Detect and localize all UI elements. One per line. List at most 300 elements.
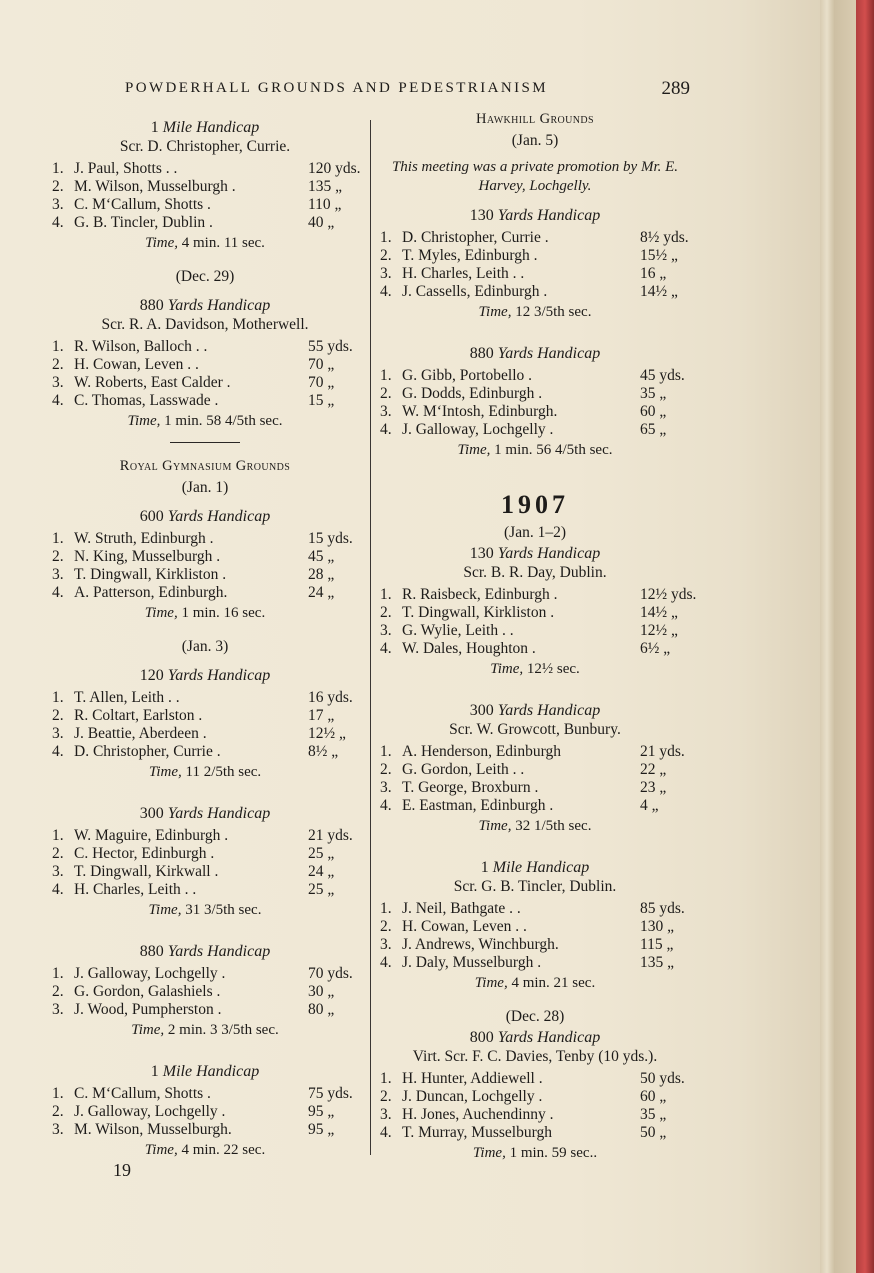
runner-name: J. Paul, Shotts . . — [74, 160, 178, 177]
event-distance: 880 — [139, 943, 164, 960]
handicap-start: 23 „ — [640, 779, 667, 796]
place: 1. — [52, 530, 64, 547]
meeting-date: (Jan. 1–2) — [504, 524, 566, 541]
winning-time — [52, 763, 358, 782]
place: 4. — [52, 881, 64, 898]
place: 1. — [52, 827, 64, 844]
result-row — [52, 160, 361, 178]
time-value: 4 min. 11 sec. — [181, 235, 265, 251]
scratch-line: Virt. Scr. F. C. Davies, Tenby (10 yds.). — [412, 1048, 658, 1065]
event-distance: 1 — [150, 119, 159, 136]
runner-name: H. Cowan, Leven . . — [402, 918, 527, 935]
result-row — [380, 779, 690, 797]
running-title: POWDERHALL GROUNDS AND PEDESTRIANISM — [125, 80, 548, 96]
runner-name: J. Galloway, Lochgelly . — [402, 421, 554, 438]
result-list — [52, 689, 358, 761]
handicap-start: 40 „ — [308, 214, 335, 231]
time-label: Time, — [148, 902, 182, 918]
winning-time — [380, 660, 690, 679]
section-divider — [170, 442, 240, 443]
result-row — [52, 965, 358, 983]
winning-time — [52, 234, 358, 253]
place: 4. — [380, 640, 392, 657]
handicap-start: 95 „ — [308, 1121, 335, 1138]
handicap-start: 12½ „ — [640, 622, 678, 639]
result-row — [52, 530, 358, 548]
event-kind: Yards Handicap — [497, 702, 601, 719]
time-value: 31 3/5th sec. — [185, 902, 262, 918]
result-row — [380, 1088, 690, 1106]
runner-name: H. Charles, Leith . . — [402, 265, 525, 282]
handicap-start: 135 „ — [640, 954, 675, 971]
winning-time — [52, 412, 358, 431]
runner-name: R. Wilson, Balloch . . — [74, 338, 208, 355]
result-list — [380, 586, 697, 658]
result-row — [52, 881, 358, 899]
place: 4. — [380, 421, 392, 438]
result-row — [380, 954, 690, 972]
runner-name: D. Christopher, Currie . — [402, 229, 549, 246]
runner-name: G. Gordon, Galashiels . — [74, 983, 221, 1000]
place: 4. — [52, 214, 64, 231]
handicap-start: 55 yds. — [308, 338, 353, 355]
result-list — [52, 1085, 358, 1139]
event-kind: Mile Handicap — [492, 859, 590, 876]
result-row — [380, 403, 690, 421]
result-row — [380, 936, 690, 954]
runner-name: T. Dingwall, Kirkliston . — [74, 566, 227, 583]
runner-name: A. Henderson, Edinburgh — [402, 743, 561, 760]
runner-name: H. Charles, Leith . . — [74, 881, 197, 898]
time-label: Time, — [478, 304, 512, 320]
result-row — [52, 566, 358, 584]
event-title — [52, 507, 358, 526]
handicap-start: 65 „ — [640, 421, 667, 438]
time-label: Time, — [144, 1142, 178, 1158]
meeting-date: (Jan. 1) — [181, 479, 229, 496]
result-list — [380, 229, 690, 301]
event-title — [380, 544, 690, 563]
handicap-start: 25 „ — [308, 845, 335, 862]
result-row — [52, 338, 358, 356]
runner-name: G. B. Tincler, Dublin . — [74, 214, 213, 231]
place: 2. — [380, 918, 392, 935]
result-row — [380, 385, 690, 403]
handicap-start: 6½ „ — [640, 640, 671, 657]
handicap-start: 14½ „ — [640, 283, 678, 300]
book-cover-edge — [856, 0, 874, 1273]
runner-name: M. Wilson, Musselburgh. — [74, 1121, 232, 1138]
place: 3. — [52, 863, 64, 880]
handicap-start: 14½ „ — [640, 604, 678, 621]
runner-name: T. Dingwall, Kirkwall . — [74, 863, 219, 880]
event-kind: Yards Handicap — [497, 1029, 601, 1046]
event-title — [380, 701, 690, 720]
place: 2. — [52, 548, 64, 565]
result-row — [380, 918, 690, 936]
runner-name: J. Galloway, Lochgelly . — [74, 965, 226, 982]
event-title — [52, 804, 358, 823]
venue-heading: Hawkhill Grounds — [476, 111, 594, 127]
handicap-start: 75 yds. — [308, 1085, 353, 1102]
event-title — [52, 1062, 358, 1081]
runner-name: G. Gibb, Portobello . — [402, 367, 533, 384]
place: 3. — [52, 725, 64, 742]
event-distance: 600 — [139, 508, 164, 525]
meeting-date: (Jan. 3) — [181, 638, 229, 655]
result-row — [52, 707, 358, 725]
runner-name: W. Roberts, East Calder . — [74, 374, 231, 391]
result-row — [52, 214, 358, 232]
handicap-start: 28 „ — [308, 566, 335, 583]
handicap-start: 4 „ — [640, 797, 659, 814]
event-distance: 300 — [469, 702, 494, 719]
result-row — [52, 725, 358, 743]
time-label: Time, — [131, 1022, 165, 1038]
event-title — [52, 296, 358, 315]
meeting-date: (Dec. 28) — [505, 1008, 565, 1025]
place: 1. — [380, 229, 392, 246]
handicap-start: 22 „ — [640, 761, 667, 778]
result-row — [52, 374, 358, 392]
place: 4. — [52, 743, 64, 760]
place: 1. — [52, 689, 64, 706]
place: 2. — [380, 1088, 392, 1105]
handicap-start: 70 „ — [308, 374, 335, 391]
place: 3. — [52, 1121, 64, 1138]
time-label: Time, — [148, 764, 182, 780]
result-row — [52, 827, 358, 845]
time-label: Time, — [472, 1145, 506, 1161]
handicap-start: 35 „ — [640, 1106, 667, 1123]
runner-name: T. Allen, Leith . . — [74, 689, 180, 706]
result-row — [380, 283, 690, 301]
event-distance: 800 — [469, 1029, 494, 1046]
result-row — [52, 1121, 358, 1139]
result-row — [52, 983, 358, 1001]
scratch-line: Scr. B. R. Day, Dublin. — [463, 564, 607, 581]
signature-mark: 19 — [113, 1160, 131, 1180]
place: 3. — [52, 374, 64, 391]
winning-time — [52, 901, 358, 920]
place: 3. — [380, 779, 392, 796]
runner-name: C. Thomas, Lasswade . — [74, 392, 219, 409]
event-title — [52, 118, 358, 137]
meeting-date: (Dec. 29) — [175, 268, 235, 285]
place: 3. — [52, 566, 64, 583]
result-row — [52, 584, 358, 602]
result-row — [52, 548, 358, 566]
handicap-start: 24 „ — [308, 584, 335, 601]
winning-time — [52, 604, 358, 623]
winning-time — [380, 974, 690, 993]
event-kind: Yards Handicap — [497, 345, 601, 362]
handicap-start: 8½ yds. — [640, 229, 689, 246]
result-row — [380, 229, 690, 247]
scratch-line: Scr. W. Growcott, Bunbury. — [449, 721, 621, 738]
event-kind: Yards Handicap — [167, 805, 271, 822]
runner-name: H. Hunter, Addiewell . — [402, 1070, 543, 1087]
handicap-start: 8½ „ — [308, 743, 339, 760]
place: 1. — [380, 743, 392, 760]
running-header — [125, 80, 690, 104]
result-row — [52, 1085, 358, 1103]
winning-time — [380, 1144, 690, 1163]
runner-name: J. Andrews, Winchburgh. — [402, 936, 559, 953]
runner-name: T. Murray, Musselburgh — [402, 1124, 552, 1141]
place: 2. — [380, 761, 392, 778]
handicap-start: 17 „ — [308, 707, 335, 724]
result-row — [380, 265, 690, 283]
runner-name: W. Dales, Houghton . — [402, 640, 536, 657]
event-title — [52, 666, 358, 685]
event-distance: 300 — [139, 805, 164, 822]
runner-name: J. Beattie, Aberdeen . — [74, 725, 207, 742]
runner-name: W. Struth, Edinburgh . — [74, 530, 214, 547]
venue-heading: Royal Gymnasium Grounds — [119, 458, 291, 474]
column-rule — [370, 120, 371, 1155]
event-kind: Yards Handicap — [167, 297, 271, 314]
result-row — [52, 1103, 358, 1121]
place: 2. — [52, 707, 64, 724]
time-value: 1 min. 16 sec. — [181, 605, 266, 621]
handicap-start: 30 „ — [308, 983, 335, 1000]
handicap-start: 130 „ — [640, 918, 675, 935]
runner-name: J. Cassells, Edinburgh . — [402, 283, 548, 300]
result-list — [52, 530, 358, 602]
result-list — [52, 160, 361, 232]
runner-name: T. Myles, Edinburgh . — [402, 247, 538, 264]
winning-time — [52, 1021, 358, 1040]
event-title — [380, 858, 690, 877]
place: 1. — [380, 1070, 392, 1087]
handicap-start: 135 „ — [308, 178, 343, 195]
runner-name: C. M‘Callum, Shotts . — [74, 196, 211, 213]
runner-name: A. Patterson, Edinburgh. — [74, 584, 228, 601]
place: 1. — [52, 1085, 64, 1102]
runner-name: J. Galloway, Lochgelly . — [74, 1103, 226, 1120]
event-distance: 130 — [469, 545, 494, 562]
time-label: Time, — [144, 605, 178, 621]
place: 1. — [52, 338, 64, 355]
result-list — [380, 743, 690, 815]
time-value: 32 1/5th sec. — [515, 818, 592, 834]
place: 2. — [380, 604, 392, 621]
page-number: 289 — [661, 78, 690, 99]
handicap-start: 85 yds. — [640, 900, 685, 917]
runner-name: W. Maguire, Edinburgh . — [74, 827, 229, 844]
handicap-start: 21 yds. — [308, 827, 353, 844]
place: 4. — [380, 1124, 392, 1141]
event-title — [380, 344, 690, 363]
runner-name: G. Dodds, Edinburgh . — [402, 385, 543, 402]
meeting-note: This meeting was a private promotion by Mr. E. Harvey, Lochgelly. — [391, 159, 679, 194]
scratch-line: Scr. G. B. Tincler, Dublin. — [453, 878, 617, 895]
runner-name: C. M‘Callum, Shotts . — [74, 1085, 211, 1102]
result-row — [380, 900, 690, 918]
runner-name: G. Gordon, Leith . . — [402, 761, 525, 778]
winning-time — [380, 817, 690, 836]
result-row — [380, 622, 690, 640]
result-row — [380, 367, 690, 385]
time-label: Time, — [474, 975, 508, 991]
time-value: 1 min. 59 sec.. — [509, 1145, 598, 1161]
place: 2. — [52, 983, 64, 1000]
runner-name: T. Dingwall, Kirkliston . — [402, 604, 555, 621]
handicap-start: 60 „ — [640, 1088, 667, 1105]
event-kind: Yards Handicap — [497, 545, 601, 562]
place: 2. — [52, 1103, 64, 1120]
time-value: 12 3/5th sec. — [515, 304, 592, 320]
place: 2. — [52, 178, 64, 195]
place: 3. — [380, 936, 392, 953]
result-row — [380, 761, 690, 779]
place: 1. — [380, 900, 392, 917]
result-row — [52, 196, 358, 214]
event-distance: 120 — [139, 667, 164, 684]
result-row — [380, 586, 697, 604]
runner-name: G. Wylie, Leith . . — [402, 622, 514, 639]
result-row — [380, 640, 690, 658]
place: 2. — [52, 845, 64, 862]
handicap-start: 16 „ — [640, 265, 667, 282]
handicap-start: 15 yds. — [308, 530, 353, 547]
runner-name: D. Christopher, Currie . — [74, 743, 221, 760]
handicap-start: 45 „ — [308, 548, 335, 565]
handicap-start: 25 „ — [308, 881, 335, 898]
runner-name: E. Eastman, Edinburgh . — [402, 797, 554, 814]
scratch-line: Scr. D. Christopher, Currie. — [119, 138, 291, 155]
time-label: Time, — [490, 661, 524, 677]
time-label: Time, — [127, 413, 161, 429]
handicap-start: 35 „ — [640, 385, 667, 402]
time-label: Time, — [478, 818, 512, 834]
runner-name: H. Jones, Auchendinny . — [402, 1106, 554, 1123]
place: 3. — [52, 196, 64, 213]
place: 3. — [52, 1001, 64, 1018]
page-edge — [820, 0, 834, 1273]
event-kind: Yards Handicap — [497, 207, 601, 224]
handicap-start: 60 „ — [640, 403, 667, 420]
place: 2. — [52, 356, 64, 373]
page-edge-stack — [834, 0, 856, 1273]
handicap-start: 16 yds. — [308, 689, 353, 706]
handicap-start: 70 yds. — [308, 965, 353, 982]
handicap-start: 12½ yds. — [640, 586, 697, 603]
runner-name: J. Duncan, Lochgelly . — [402, 1088, 543, 1105]
place: 4. — [52, 584, 64, 601]
handicap-start: 110 „ — [308, 196, 342, 213]
event-distance: 130 — [469, 207, 494, 224]
result-list — [380, 1070, 690, 1142]
time-value: 2 min. 3 3/5th sec. — [167, 1022, 279, 1038]
left-column — [52, 108, 361, 1160]
result-row — [52, 689, 358, 707]
runner-name: T. George, Broxburn . — [402, 779, 539, 796]
scratch-line: Scr. R. A. Davidson, Motherwell. — [101, 316, 309, 333]
time-label: Time, — [457, 442, 491, 458]
event-distance: 1 — [150, 1063, 159, 1080]
winning-time — [380, 441, 690, 460]
right-column — [380, 108, 697, 1163]
handicap-start: 50 yds. — [640, 1070, 685, 1087]
event-kind: Mile Handicap — [162, 119, 260, 136]
handicap-start: 70 „ — [308, 356, 335, 373]
year-heading: 1907 — [501, 490, 569, 519]
result-list — [52, 965, 358, 1019]
place: 4. — [380, 283, 392, 300]
time-value: 1 min. 56 4/5th sec. — [494, 442, 613, 458]
time-label: Time, — [145, 235, 178, 251]
handicap-start: 45 yds. — [640, 367, 685, 384]
runner-name: H. Cowan, Leven . . — [74, 356, 199, 373]
result-row — [52, 392, 358, 410]
result-row — [380, 1124, 690, 1142]
result-row — [52, 863, 358, 881]
handicap-start: 12½ „ — [308, 725, 346, 742]
runner-name: C. Hector, Edinburgh . — [74, 845, 215, 862]
handicap-start: 115 „ — [640, 936, 674, 953]
place: 4. — [380, 797, 392, 814]
runner-name: N. King, Musselburgh . — [74, 548, 221, 565]
place: 3. — [380, 622, 392, 639]
time-value: 11 2/5th sec. — [185, 764, 262, 780]
event-distance: 880 — [139, 297, 164, 314]
place: 1. — [380, 586, 392, 603]
time-value: 4 min. 22 sec. — [181, 1142, 266, 1158]
place: 2. — [380, 385, 392, 402]
winning-time — [52, 1141, 358, 1160]
event-kind: Yards Handicap — [167, 667, 271, 684]
time-value: 12½ sec. — [526, 661, 580, 677]
place: 1. — [52, 965, 64, 982]
result-row — [380, 247, 690, 265]
runner-name: J. Daly, Musselburgh . — [402, 954, 542, 971]
place: 3. — [380, 403, 392, 420]
event-kind: Mile Handicap — [162, 1063, 260, 1080]
result-row — [52, 178, 358, 196]
event-distance: 880 — [469, 345, 494, 362]
result-row — [380, 743, 690, 761]
handicap-start: 15½ „ — [640, 247, 678, 264]
event-title — [380, 206, 690, 225]
runner-name: R. Coltart, Earlston . — [74, 707, 203, 724]
result-row — [380, 797, 690, 815]
handicap-start: 80 „ — [308, 1001, 335, 1018]
result-row — [52, 356, 358, 374]
event-title — [380, 1028, 690, 1047]
place: 2. — [380, 247, 392, 264]
result-list — [380, 900, 690, 972]
result-list — [52, 827, 358, 899]
runner-name: R. Raisbeck, Edinburgh . — [402, 586, 558, 603]
result-row — [380, 1106, 690, 1124]
handicap-start: 15 „ — [308, 392, 335, 409]
result-row — [52, 845, 358, 863]
result-list — [52, 338, 358, 410]
time-value: 4 min. 21 sec. — [511, 975, 596, 991]
result-row — [52, 743, 358, 761]
result-row — [380, 421, 690, 439]
winning-time — [380, 303, 690, 322]
event-kind: Yards Handicap — [167, 508, 271, 525]
handicap-start: 21 yds. — [640, 743, 685, 760]
result-row — [52, 1001, 358, 1019]
runner-name: J. Wood, Pumpherston . — [74, 1001, 222, 1018]
result-row — [380, 1070, 690, 1088]
result-row — [380, 604, 690, 622]
event-kind: Yards Handicap — [167, 943, 271, 960]
